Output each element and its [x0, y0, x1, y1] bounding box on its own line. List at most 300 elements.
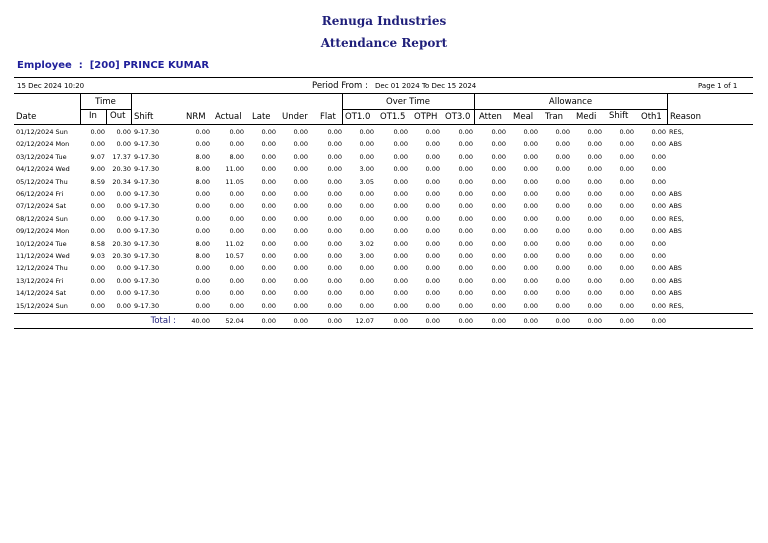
cell-out: 20.30	[112, 239, 131, 248]
table-row	[0, 190, 768, 202]
cell-otph: 0.00	[425, 190, 440, 198]
divider-meta	[14, 93, 753, 94]
table-row	[0, 289, 768, 301]
header-midline-groups	[342, 109, 667, 110]
cell-ot30: 0.00	[458, 177, 473, 186]
cell-ot15: 0.00	[393, 239, 408, 248]
cell-actual: 11.05	[225, 177, 244, 186]
cell-ot10: 0.00	[359, 301, 374, 310]
cell-oth1: 0.00	[651, 301, 666, 310]
group-header-time: Time	[95, 97, 116, 107]
cell-ot30: 0.00	[458, 128, 473, 136]
cell-shift-allowance: 0.00	[619, 152, 634, 161]
cell-otph: 0.00	[425, 177, 440, 186]
cell-atten: 0.00	[491, 264, 506, 273]
cell-meal: 0.00	[523, 252, 538, 260]
cell-oth1: 0.00	[651, 190, 666, 198]
company-name: Renuga Industries	[321, 14, 447, 28]
cell-in: 9.03	[90, 252, 105, 260]
cell-meal: 0.00	[523, 152, 538, 161]
cell-oth1: 0.00	[651, 276, 666, 285]
cell-late: 0.00	[261, 202, 276, 211]
cell-tran: 0.00	[555, 152, 570, 161]
cell-medi: 0.00	[587, 152, 602, 161]
cell-meal: 0.00	[523, 227, 538, 236]
cell-reason: RES,	[669, 301, 684, 310]
col-header-oth1: Oth1	[641, 112, 662, 122]
cell-meal: 0.00	[523, 276, 538, 285]
cell-reason: ABS	[669, 264, 682, 273]
cell-flat: 0.00	[327, 289, 342, 298]
cell-atten: 0.00	[491, 165, 506, 174]
cell-otph: 0.00	[425, 252, 440, 260]
period-label: Period From :	[312, 81, 368, 91]
cell-out: 0.00	[116, 128, 131, 136]
group-header-allowance: Allowance	[548, 97, 593, 107]
cell-ot15: 0.00	[393, 190, 408, 198]
cell-tran: 0.00	[555, 301, 570, 310]
cell-atten: 0.00	[491, 276, 506, 285]
cell-ot15: 0.00	[393, 264, 408, 273]
cell-tran: 0.00	[555, 276, 570, 285]
cell-shift: 9-17.30	[134, 227, 160, 236]
cell-date: 04/12/2024 Wed	[16, 165, 70, 174]
cell-ot30: 0.00	[458, 301, 473, 310]
cell-date: 08/12/2024 Sun	[16, 214, 68, 223]
col-header-under: Under	[282, 112, 308, 122]
divider-top	[14, 77, 753, 78]
cell-under: 0.00	[293, 128, 308, 136]
cell-ot30: 0.00	[458, 276, 473, 285]
cell-atten: 0.00	[491, 140, 506, 149]
table-row	[0, 140, 768, 152]
cell-date: 14/12/2024 Sat	[16, 289, 67, 298]
cell-out: 20.30	[112, 252, 131, 260]
table-row	[0, 227, 768, 239]
cell-late: 0.00	[261, 289, 276, 298]
cell-medi: 0.00	[587, 252, 602, 260]
total-late: 0.00	[261, 317, 276, 325]
cell-ot10: 3.00	[359, 252, 374, 260]
cell-ot10: 0.00	[359, 140, 374, 149]
cell-ot30: 0.00	[458, 214, 473, 223]
cell-meal: 0.00	[523, 190, 538, 198]
cell-nrm: 0.00	[195, 128, 210, 136]
col-header-reason: Reason	[670, 112, 701, 122]
cell-meal: 0.00	[523, 202, 538, 211]
cell-actual: 0.00	[229, 301, 244, 310]
cell-nrm: 8.00	[195, 177, 210, 186]
table-row	[0, 202, 768, 214]
cell-flat: 0.00	[327, 264, 342, 273]
total-nrm: 40.00	[191, 317, 210, 325]
cell-ot15: 0.00	[393, 165, 408, 174]
cell-actual: 0.00	[229, 128, 244, 136]
cell-date: 01/12/2024 Sun	[16, 128, 68, 136]
col-header-atten: Atten	[479, 112, 502, 122]
cell-medi: 0.00	[587, 202, 602, 211]
cell-out: 0.00	[116, 190, 131, 198]
cell-in: 8.58	[90, 239, 105, 248]
cell-meal: 0.00	[523, 239, 538, 248]
cell-ot10: 0.00	[359, 202, 374, 211]
cell-tran: 0.00	[555, 289, 570, 298]
cell-ot10: 3.05	[359, 177, 374, 186]
col-header-out: Out	[110, 111, 126, 121]
col-header-medi: Medi	[576, 112, 597, 122]
total-label: Total :	[150, 316, 176, 326]
cell-atten: 0.00	[491, 214, 506, 223]
total-meal: 0.00	[523, 317, 538, 325]
cell-ot30: 0.00	[458, 190, 473, 198]
cell-atten: 0.00	[491, 301, 506, 310]
cell-ot30: 0.00	[458, 239, 473, 248]
total-oth1: 0.00	[651, 317, 666, 325]
cell-actual: 0.00	[229, 264, 244, 273]
cell-late: 0.00	[261, 252, 276, 260]
cell-ot10: 0.00	[359, 152, 374, 161]
cell-late: 0.00	[261, 264, 276, 273]
cell-late: 0.00	[261, 165, 276, 174]
group-header-overtime: Over Time	[386, 97, 430, 107]
cell-in: 0.00	[90, 214, 105, 223]
cell-medi: 0.00	[587, 276, 602, 285]
col-header-flat: Flat	[320, 112, 336, 122]
cell-atten: 0.00	[491, 252, 506, 260]
table-row	[0, 178, 768, 190]
cell-flat: 0.00	[327, 239, 342, 248]
cell-under: 0.00	[293, 276, 308, 285]
cell-medi: 0.00	[587, 289, 602, 298]
cell-meal: 0.00	[523, 214, 538, 223]
cell-tran: 0.00	[555, 264, 570, 273]
page-number: Page 1 of 1	[698, 82, 738, 90]
cell-under: 0.00	[293, 152, 308, 161]
cell-late: 0.00	[261, 276, 276, 285]
cell-reason: ABS	[669, 227, 682, 236]
cell-actual: 0.00	[229, 190, 244, 198]
cell-in: 0.00	[90, 227, 105, 236]
cell-late: 0.00	[261, 140, 276, 149]
cell-shift: 9-17.30	[134, 128, 160, 136]
cell-tran: 0.00	[555, 239, 570, 248]
cell-ot15: 0.00	[393, 227, 408, 236]
cell-in: 0.00	[90, 301, 105, 310]
cell-date: 07/12/2024 Sat	[16, 202, 67, 211]
cell-nrm: 8.00	[195, 152, 210, 161]
cell-in: 0.00	[90, 276, 105, 285]
cell-in: 9.00	[90, 165, 105, 174]
cell-out: 17.37	[112, 152, 131, 161]
cell-tran: 0.00	[555, 202, 570, 211]
cell-otph: 0.00	[425, 152, 440, 161]
cell-flat: 0.00	[327, 140, 342, 149]
cell-oth1: 0.00	[651, 289, 666, 298]
col-header-ot30: OT3.0	[445, 112, 471, 122]
cell-ot15: 0.00	[393, 276, 408, 285]
cell-in: 0.00	[90, 140, 105, 149]
cell-date: 10/12/2024 Tue	[16, 239, 67, 248]
cell-nrm: 8.00	[195, 252, 210, 260]
cell-under: 0.00	[293, 289, 308, 298]
table-row	[0, 302, 768, 314]
cell-otph: 0.00	[425, 276, 440, 285]
cell-nrm: 8.00	[195, 239, 210, 248]
cell-shift-allowance: 0.00	[619, 165, 634, 174]
cell-ot15: 0.00	[393, 301, 408, 310]
cell-ot15: 0.00	[393, 152, 408, 161]
cell-nrm: 0.00	[195, 190, 210, 198]
cell-shift-allowance: 0.00	[619, 289, 634, 298]
cell-oth1: 0.00	[651, 128, 666, 136]
total-flat: 0.00	[327, 317, 342, 325]
cell-atten: 0.00	[491, 152, 506, 161]
cell-out: 0.00	[116, 140, 131, 149]
cell-date: 13/12/2024 Fri	[16, 276, 64, 285]
cell-under: 0.00	[293, 252, 308, 260]
cell-late: 0.00	[261, 190, 276, 198]
cell-date: 11/12/2024 Wed	[16, 252, 70, 260]
cell-reason: RES,	[669, 128, 684, 136]
cell-reason: ABS	[669, 190, 682, 198]
cell-under: 0.00	[293, 264, 308, 273]
cell-shift: 9-17.30	[134, 214, 160, 223]
cell-late: 0.00	[261, 177, 276, 186]
cell-under: 0.00	[293, 239, 308, 248]
cell-ot10: 3.02	[359, 239, 374, 248]
cell-atten: 0.00	[491, 289, 506, 298]
cell-flat: 0.00	[327, 214, 342, 223]
total-ot10: 12.07	[355, 317, 374, 325]
cell-shift: 9-17.30	[134, 190, 160, 198]
cell-late: 0.00	[261, 301, 276, 310]
col-header-shift: Shift	[134, 112, 154, 122]
header-underline	[14, 124, 753, 125]
cell-nrm: 0.00	[195, 276, 210, 285]
cell-actual: 8.00	[229, 152, 244, 161]
cell-under: 0.00	[293, 214, 308, 223]
cell-otph: 0.00	[425, 140, 440, 149]
cell-meal: 0.00	[523, 301, 538, 310]
cell-ot15: 0.00	[393, 177, 408, 186]
cell-ot15: 0.00	[393, 140, 408, 149]
col-header-actual: Actual	[215, 112, 242, 122]
cell-nrm: 0.00	[195, 140, 210, 149]
report-title: Attendance Report	[320, 36, 448, 50]
cell-ot30: 0.00	[458, 289, 473, 298]
cell-in: 9.07	[90, 152, 105, 161]
cell-actual: 0.00	[229, 202, 244, 211]
cell-ot15: 0.00	[393, 289, 408, 298]
cell-nrm: 8.00	[195, 165, 210, 174]
cell-shift: 9-17.30	[134, 289, 160, 298]
cell-ot10: 0.00	[359, 227, 374, 236]
cell-out: 0.00	[116, 214, 131, 223]
cell-oth1: 0.00	[651, 202, 666, 211]
cell-medi: 0.00	[587, 190, 602, 198]
cell-meal: 0.00	[523, 177, 538, 186]
cell-tran: 0.00	[555, 214, 570, 223]
table-row	[0, 240, 768, 252]
cell-under: 0.00	[293, 190, 308, 198]
cell-otph: 0.00	[425, 202, 440, 211]
cell-ot10: 0.00	[359, 289, 374, 298]
cell-shift-allowance: 0.00	[619, 190, 634, 198]
divider-totals	[14, 313, 753, 314]
cell-reason: ABS	[669, 276, 682, 285]
total-ot30: 0.00	[458, 317, 473, 325]
cell-atten: 0.00	[491, 202, 506, 211]
cell-out: 0.00	[116, 301, 131, 310]
total-actual: 52.04	[225, 317, 244, 325]
cell-late: 0.00	[261, 128, 276, 136]
cell-under: 0.00	[293, 177, 308, 186]
col-header-ot15: OT1.5	[380, 112, 406, 122]
cell-in: 0.00	[90, 264, 105, 273]
cell-atten: 0.00	[491, 177, 506, 186]
cell-out: 20.30	[112, 165, 131, 174]
cell-tran: 0.00	[555, 128, 570, 136]
cell-out: 0.00	[116, 227, 131, 236]
cell-medi: 0.00	[587, 227, 602, 236]
cell-in: 0.00	[90, 190, 105, 198]
cell-oth1: 0.00	[651, 227, 666, 236]
cell-shift: 9-17.30	[134, 140, 160, 149]
cell-flat: 0.00	[327, 276, 342, 285]
cell-under: 0.00	[293, 227, 308, 236]
cell-oth1: 0.00	[651, 252, 666, 260]
cell-date: 15/12/2024 Sun	[16, 301, 68, 310]
cell-ot10: 0.00	[359, 128, 374, 136]
cell-meal: 0.00	[523, 264, 538, 273]
cell-ot15: 0.00	[393, 252, 408, 260]
col-header-date: Date	[16, 112, 37, 122]
table-row	[0, 128, 768, 140]
cell-date: 09/12/2024 Mon	[16, 227, 70, 236]
cell-out: 20.34	[112, 177, 131, 186]
cell-shift-allowance: 0.00	[619, 252, 634, 260]
cell-medi: 0.00	[587, 140, 602, 149]
cell-tran: 0.00	[555, 227, 570, 236]
cell-reason: ABS	[669, 289, 682, 298]
cell-in: 0.00	[90, 128, 105, 136]
cell-under: 0.00	[293, 140, 308, 149]
cell-shift-allowance: 0.00	[619, 177, 634, 186]
cell-medi: 0.00	[587, 239, 602, 248]
cell-meal: 0.00	[523, 128, 538, 136]
cell-in: 8.59	[90, 177, 105, 186]
cell-shift-allowance: 0.00	[619, 214, 634, 223]
col-header-late: Late	[252, 112, 271, 122]
cell-otph: 0.00	[425, 239, 440, 248]
cell-ot30: 0.00	[458, 252, 473, 260]
cell-reason: ABS	[669, 140, 682, 149]
cell-otph: 0.00	[425, 165, 440, 174]
table-row	[0, 252, 768, 264]
total-shift-allowance: 0.00	[619, 317, 634, 325]
cell-flat: 0.00	[327, 152, 342, 161]
cell-late: 0.00	[261, 239, 276, 248]
cell-ot10: 0.00	[359, 264, 374, 273]
cell-date: 03/12/2024 Tue	[16, 152, 67, 161]
cell-late: 0.00	[261, 214, 276, 223]
cell-flat: 0.00	[327, 165, 342, 174]
total-tran: 0.00	[555, 317, 570, 325]
cell-actual: 0.00	[229, 214, 244, 223]
cell-late: 0.00	[261, 152, 276, 161]
cell-shift-allowance: 0.00	[619, 264, 634, 273]
cell-meal: 0.00	[523, 140, 538, 149]
table-row	[0, 215, 768, 227]
table-row	[0, 264, 768, 276]
cell-nrm: 0.00	[195, 214, 210, 223]
cell-tran: 0.00	[555, 165, 570, 174]
cell-late: 0.00	[261, 227, 276, 236]
cell-ot30: 0.00	[458, 264, 473, 273]
employee-line: Employee : [200] PRINCE KUMAR	[17, 60, 210, 71]
cell-ot30: 0.00	[458, 165, 473, 174]
cell-shift: 9-17.30	[134, 152, 160, 161]
table-row	[0, 165, 768, 177]
cell-date: 02/12/2024 Mon	[16, 140, 70, 149]
cell-shift-allowance: 0.00	[619, 301, 634, 310]
cell-ot30: 0.00	[458, 202, 473, 211]
col-header-otph: OTPH	[414, 112, 438, 122]
cell-shift: 9-17.30	[134, 239, 160, 248]
cell-flat: 0.00	[327, 177, 342, 186]
cell-tran: 0.00	[555, 140, 570, 149]
cell-otph: 0.00	[425, 214, 440, 223]
cell-otph: 0.00	[425, 227, 440, 236]
cell-ot30: 0.00	[458, 140, 473, 149]
table-row	[0, 277, 768, 289]
col-header-ot10: OT1.0	[345, 112, 371, 122]
table-row	[0, 153, 768, 165]
cell-ot30: 0.00	[458, 227, 473, 236]
cell-nrm: 0.00	[195, 227, 210, 236]
cell-actual: 10.57	[225, 252, 244, 260]
cell-atten: 0.00	[491, 128, 506, 136]
cell-shift-allowance: 0.00	[619, 202, 634, 211]
cell-under: 0.00	[293, 301, 308, 310]
cell-under: 0.00	[293, 202, 308, 211]
cell-shift-allowance: 0.00	[619, 128, 634, 136]
cell-flat: 0.00	[327, 202, 342, 211]
cell-actual: 11.02	[225, 239, 244, 248]
cell-ot15: 0.00	[393, 214, 408, 223]
total-under: 0.00	[293, 317, 308, 325]
cell-out: 0.00	[116, 264, 131, 273]
cell-oth1: 0.00	[651, 239, 666, 248]
total-ot15: 0.00	[393, 317, 408, 325]
cell-atten: 0.00	[491, 190, 506, 198]
cell-oth1: 0.00	[651, 214, 666, 223]
col-header-meal: Meal	[513, 112, 534, 122]
cell-oth1: 0.00	[651, 264, 666, 273]
cell-nrm: 0.00	[195, 301, 210, 310]
cell-medi: 0.00	[587, 214, 602, 223]
cell-actual: 0.00	[229, 227, 244, 236]
cell-medi: 0.00	[587, 128, 602, 136]
cell-nrm: 0.00	[195, 202, 210, 211]
total-atten: 0.00	[491, 317, 506, 325]
cell-in: 0.00	[90, 289, 105, 298]
cell-tran: 0.00	[555, 190, 570, 198]
cell-ot10: 0.00	[359, 214, 374, 223]
cell-actual: 0.00	[229, 276, 244, 285]
cell-otph: 0.00	[425, 289, 440, 298]
cell-oth1: 0.00	[651, 165, 666, 174]
